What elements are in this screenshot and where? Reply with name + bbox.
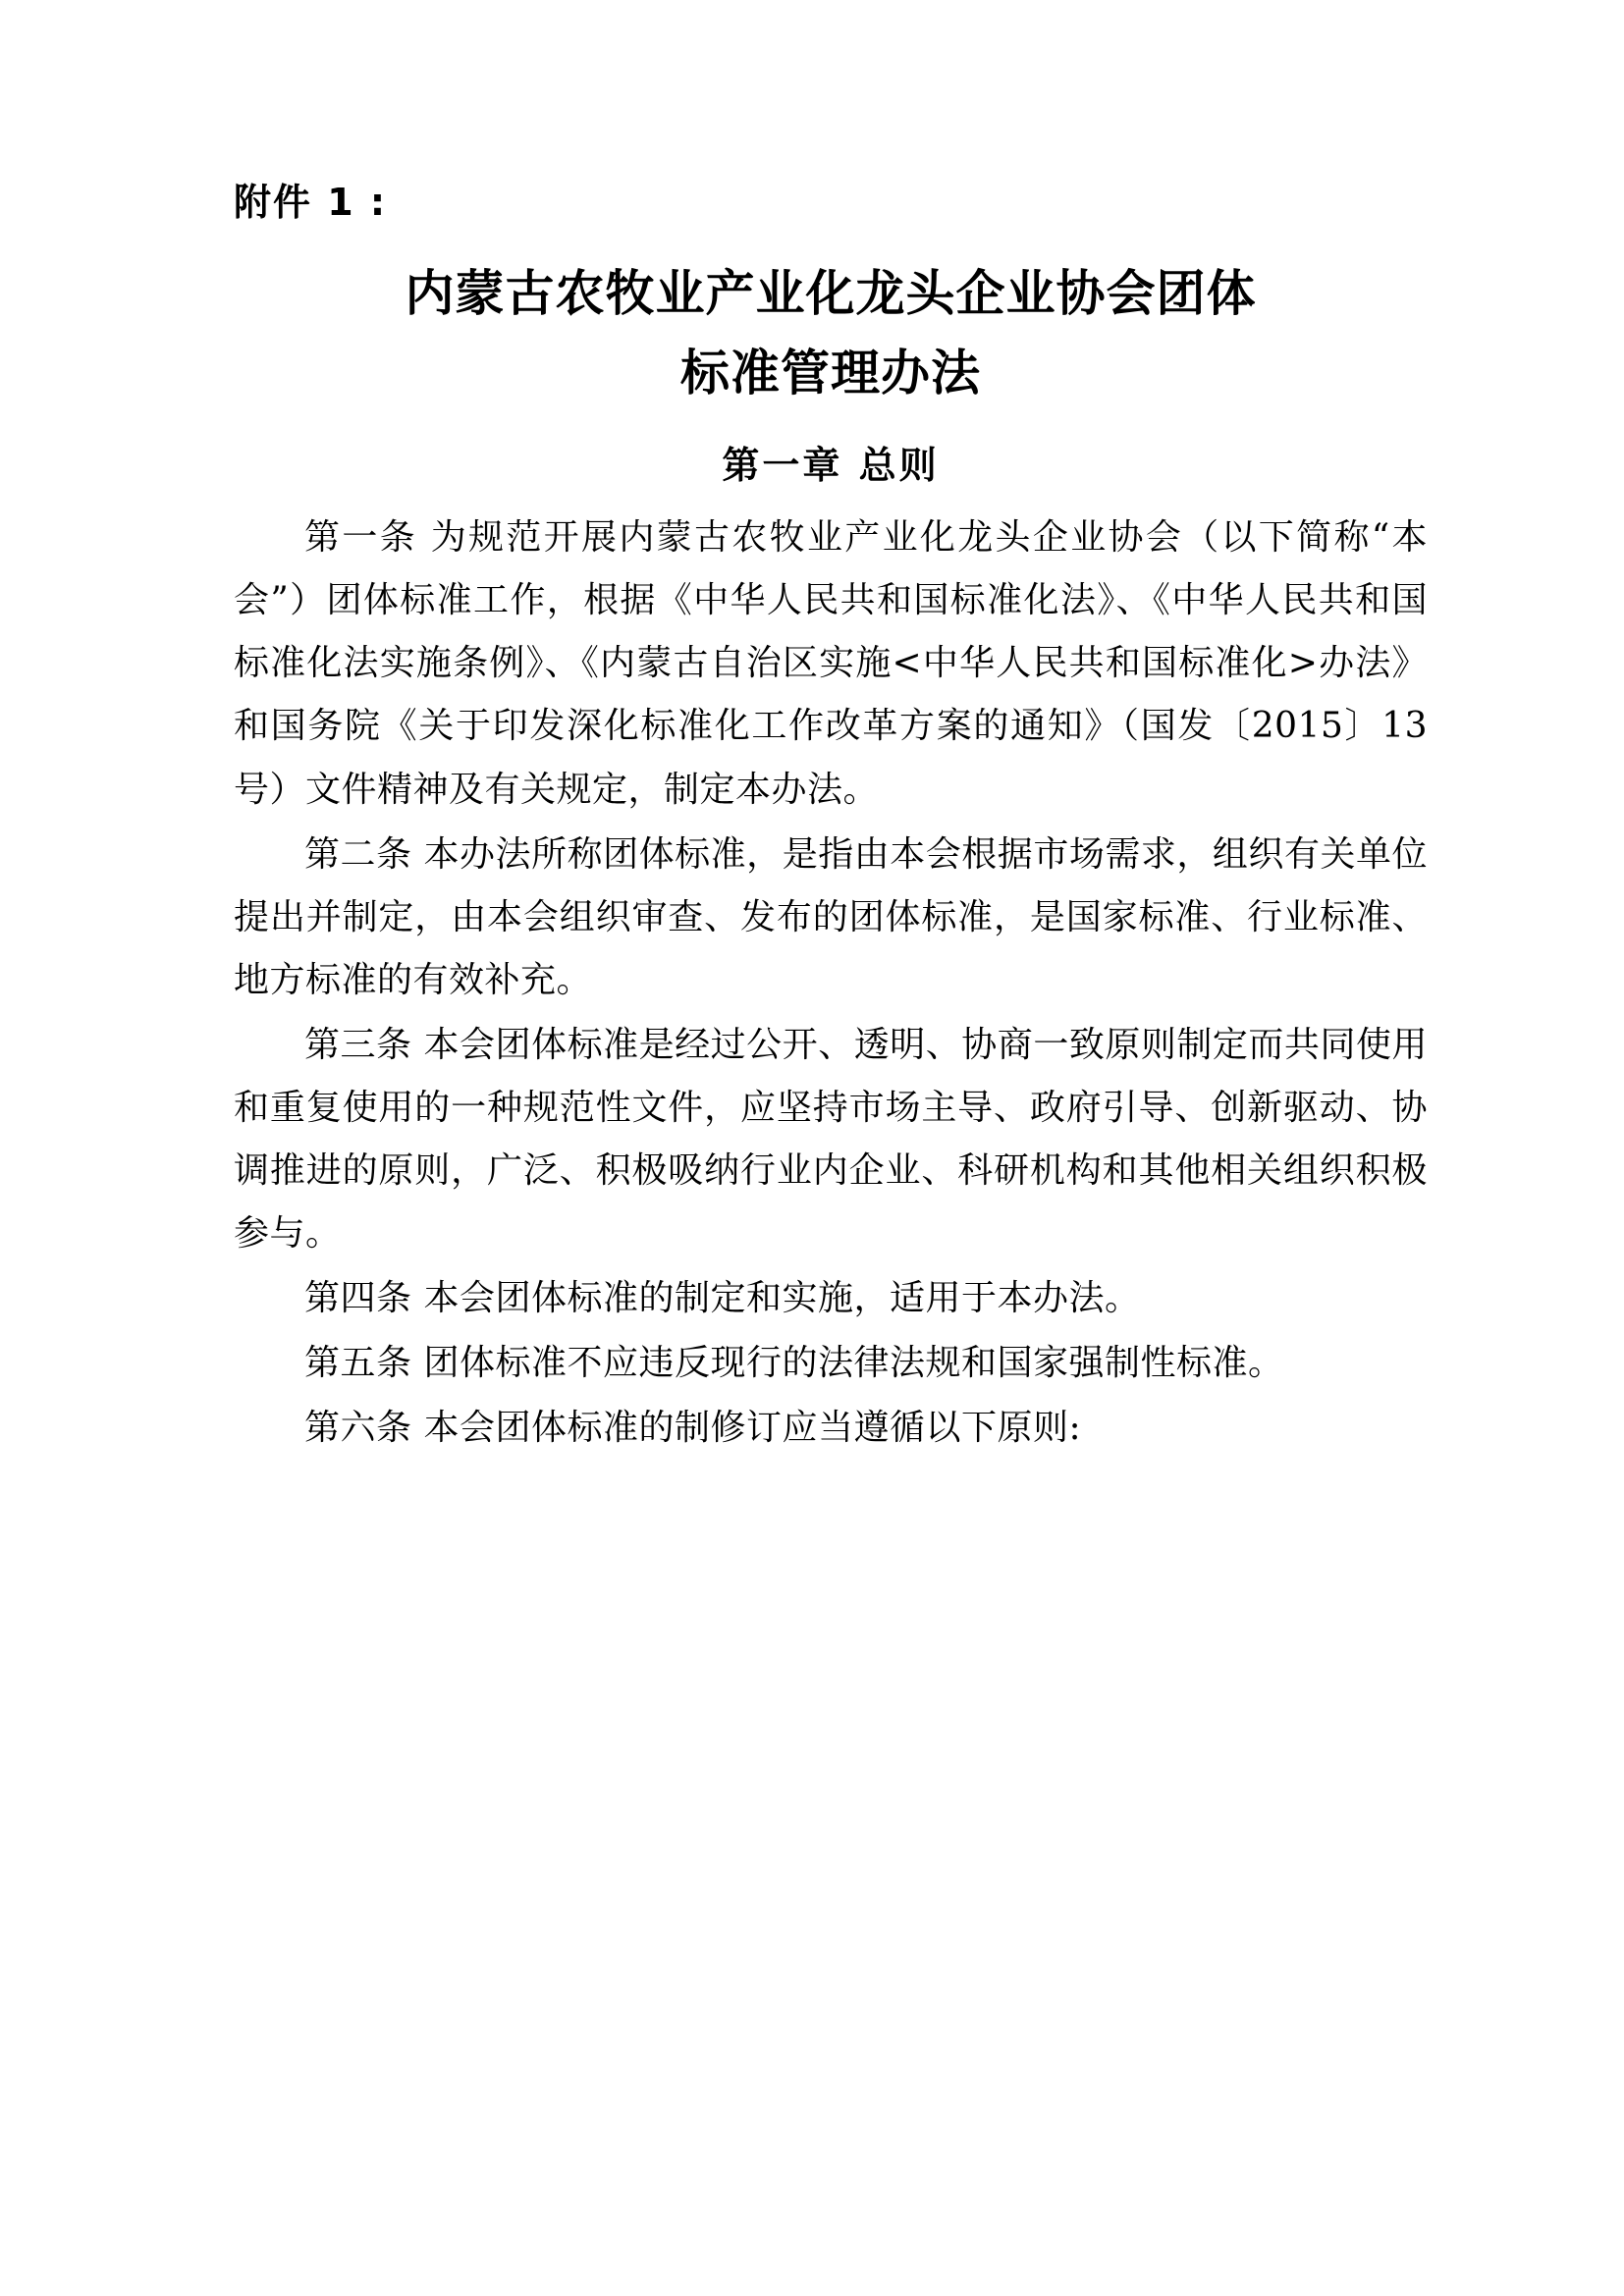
article-paragraph-1: 第一条 为规范开展内蒙古农牧业产业化龙头企业协会（以下简称“本会”）团体标准工作，根据《中华人民共和国标准化法》、《中华人民共和国标准化法实施条例》、《内蒙古自治区实施<中华人民共和国标准化>办法》和国务院《关于印发深化标准化工作改革方案的通知》（国发〔2015〕13 号）文件精神及有关规定，制定本办法。 [234,517,1428,810]
page-title-line-1: 内蒙古农牧业产业化龙头企业协会团体 [405,265,1257,323]
article-paragraph-3: 第三条 本会团体标准是经过公开、透明、协商一致原则制定而共同使用和重复使用的一种规范性文件，应坚持市场主导、政府引导、创新驱动、协调推进的原则，广泛、积极吸纳行业内企业、科研机构和其他相关组织积极参与。 [234,1024,1428,1255]
attachment-label: 附件 1 : [234,181,388,224]
page-title-line-2: 标准管理办法 [680,345,981,402]
article-paragraph-5: 第五条 团体标准不应违反现行的法律法规和国家强制性标准。 [304,1343,1284,1384]
page-title [234,254,1428,413]
chapter-heading: 第一章 总则 [722,444,940,488]
article-paragraph-6: 第六条 本会团体标准的制修订应当遵循以下原则: [304,1408,1082,1449]
article-paragraph-4: 第四条 本会团体标准的制定和实施，适用于本办法。 [304,1278,1141,1319]
article-paragraph-2: 第二条 本办法所称团体标准，是指由本会根据市场需求，组织有关单位提出并制定，由本会组织审查、发布的团体标准，是国家标准、行业标准、地方标准的有效补充。 [234,833,1428,1000]
